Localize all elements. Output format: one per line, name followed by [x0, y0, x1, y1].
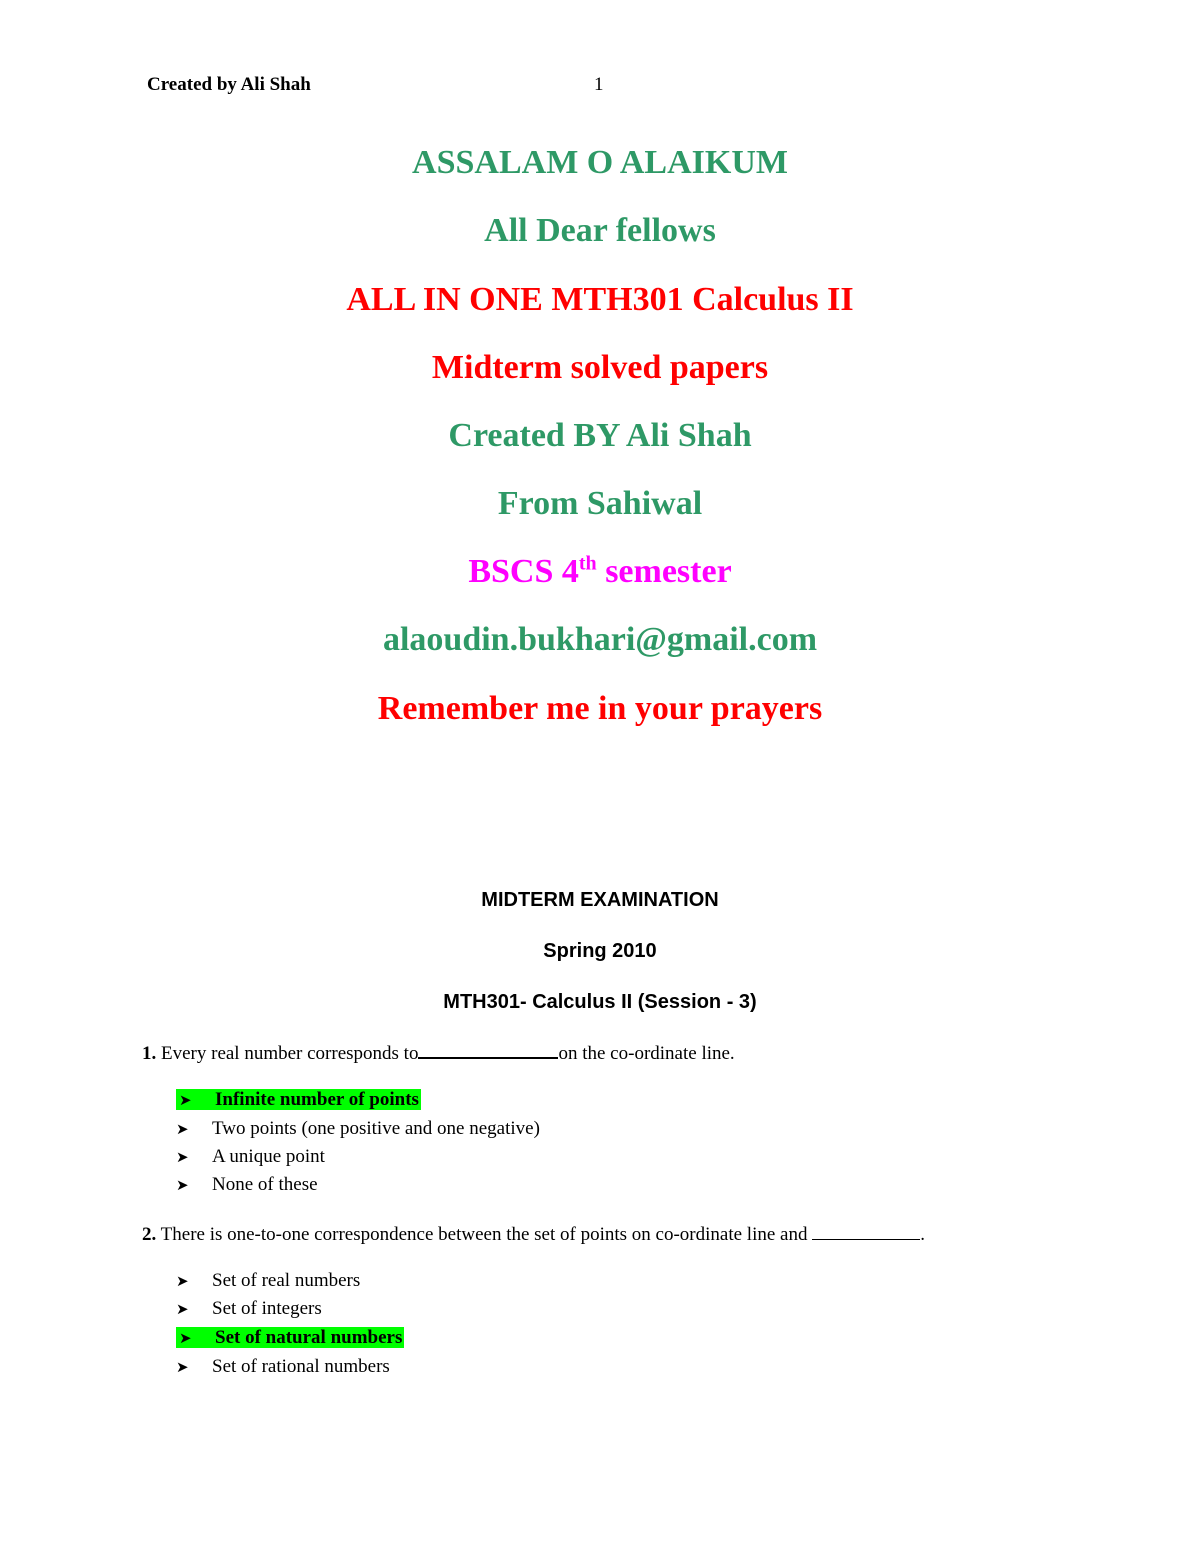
arrow-bullet-icon: ➤: [176, 1300, 189, 1318]
question-2: [142, 1222, 925, 1247]
greeting: ASSALAM O ALAIKUM: [412, 144, 788, 181]
question-1: [142, 1040, 735, 1066]
exam-heading: MIDTERM EXAMINATION: [481, 889, 719, 911]
closing-line: Remember me in your prayers: [377, 690, 823, 727]
question-text-before: There is one-to-one correspondence between the set of points on co-ordinate line and: [156, 1224, 813, 1245]
answer-highlight: [176, 1089, 421, 1110]
option-label: A unique point: [212, 1146, 325, 1167]
arrow-bullet-icon: ➤: [176, 1176, 189, 1194]
option-1-1: [176, 1088, 421, 1112]
arrow-bullet-icon: ➤: [176, 1272, 189, 1290]
program-suffix: semester: [596, 553, 732, 590]
option-1-3: [176, 1145, 325, 1169]
option-label: Set of integers: [212, 1298, 322, 1319]
option-2-2: [176, 1297, 322, 1321]
page-number: 1: [594, 74, 604, 95]
option-2-4: [176, 1355, 390, 1379]
answer-blank: [418, 1040, 558, 1059]
email-address: alaoudin.bukhari@gmail.com: [382, 621, 818, 658]
document-title: ALL IN ONE MTH301 Calculus II: [346, 281, 854, 318]
option-2-3: [176, 1326, 404, 1350]
arrow-bullet-icon: ➤: [179, 1329, 192, 1347]
option-2-1: [176, 1269, 360, 1293]
exam-course: MTH301- Calculus II (Session - 3): [443, 991, 757, 1013]
answer-blank: [812, 1222, 920, 1240]
option-1-4: [176, 1173, 318, 1197]
program-superscript: th: [578, 552, 597, 575]
program-prefix: BSCS 4: [468, 553, 579, 590]
arrow-bullet-icon: ➤: [176, 1120, 189, 1138]
question-text-after: on the co-ordinate line.: [558, 1043, 735, 1064]
question-text-before: Every real number corresponds to: [156, 1043, 419, 1064]
question-text-after: .: [920, 1224, 925, 1245]
program-line: [0, 552, 1200, 592]
created-by: Created BY Ali Shah: [448, 417, 752, 454]
option-label: Set of real numbers: [212, 1270, 361, 1291]
from-location: From Sahiwal: [497, 485, 703, 522]
option-label: Infinite number of points: [215, 1089, 419, 1110]
answer-highlight: [176, 1327, 404, 1348]
option-label: None of these: [212, 1174, 318, 1195]
arrow-bullet-icon: ➤: [176, 1358, 189, 1376]
salutation: All Dear fellows: [484, 212, 716, 249]
exam-term: Spring 2010: [543, 940, 657, 962]
question-number: 2.: [142, 1224, 157, 1245]
option-1-2: [176, 1117, 540, 1141]
question-number: 1.: [142, 1043, 157, 1064]
header-author: Created by Ali Shah: [147, 74, 311, 95]
option-label: Set of natural numbers: [215, 1327, 403, 1348]
option-label: Two points (one positive and one negative): [212, 1118, 540, 1139]
option-label: Set of rational numbers: [212, 1356, 390, 1377]
arrow-bullet-icon: ➤: [179, 1091, 192, 1109]
document-subtitle: Midterm solved papers: [431, 349, 769, 386]
arrow-bullet-icon: ➤: [176, 1148, 189, 1166]
